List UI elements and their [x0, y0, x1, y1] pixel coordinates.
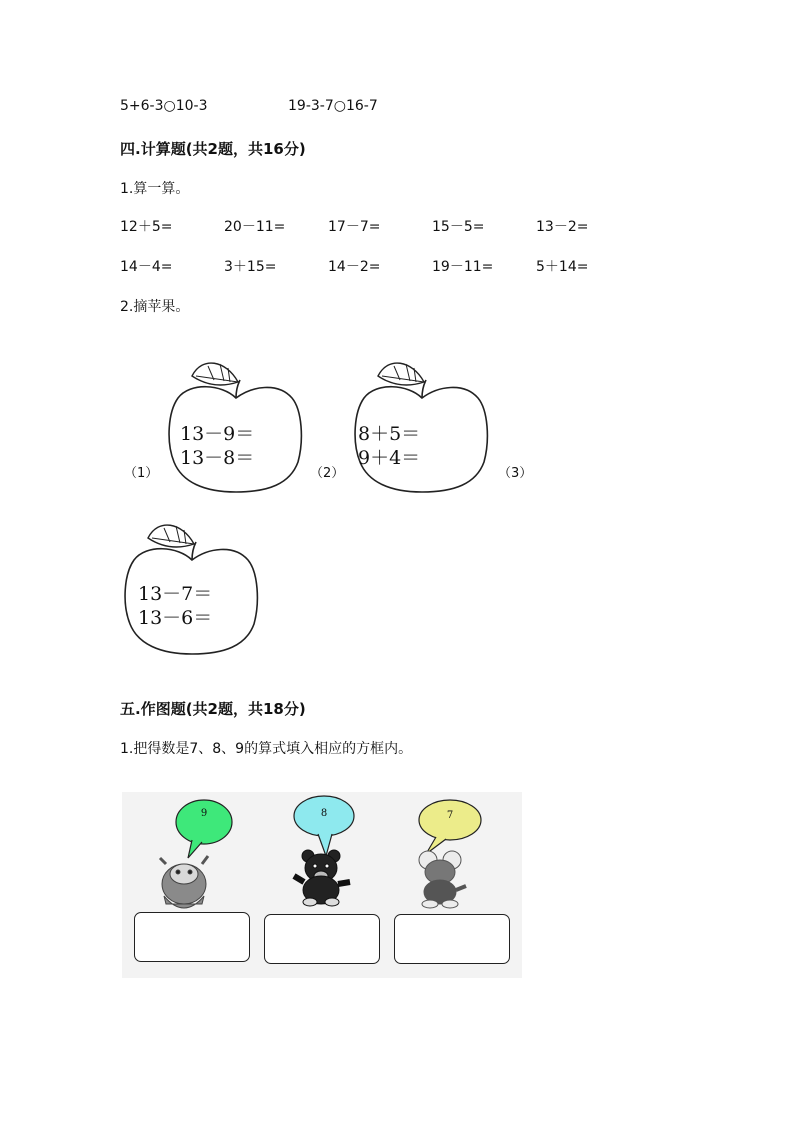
apple-picture	[122, 516, 262, 658]
apple-leaf	[378, 363, 424, 385]
apple-leaf	[192, 363, 238, 385]
calc-problem: 17－7=	[328, 219, 381, 235]
calc-problem: 20－11=	[224, 219, 286, 235]
speech-bubble	[294, 796, 354, 856]
calc-problem: 14－4=	[120, 259, 173, 275]
answer-box-9[interactable]	[134, 912, 250, 962]
bubble-shape-9	[176, 800, 232, 844]
apple-equation: 13－7＝	[138, 583, 213, 605]
section-5-title: 五.作图题(共2题，共18分)	[120, 700, 306, 718]
figure-panel	[122, 792, 522, 978]
calc-problem: 19－11=	[432, 259, 494, 275]
mouse-picture	[419, 851, 466, 908]
calc-problem: 14－2=	[328, 259, 381, 275]
bubble-number-7: 7	[446, 810, 454, 821]
apple-equation: 13－8＝	[180, 447, 255, 469]
apple-equation: 8＋5＝	[358, 423, 421, 445]
section-4-title: 四.计算题(共2题，共16分)	[120, 140, 306, 158]
calc-problem: 3＋15=	[224, 259, 277, 275]
apple-tag: （3）	[498, 466, 533, 481]
compare-item-2: 19-3-7○16-7	[288, 98, 378, 114]
bubble-number-9: 9	[200, 808, 208, 819]
bubble-number-8: 8	[320, 808, 328, 819]
apple-tag: （1）	[124, 466, 159, 481]
apple-equation: 9＋4＝	[358, 447, 421, 469]
answer-box-8[interactable]	[264, 914, 380, 964]
apple-picture	[166, 354, 306, 496]
apple-equation: 13－6＝	[138, 607, 213, 629]
monkey-picture	[160, 856, 208, 908]
calc-problem: 12＋5=	[120, 219, 173, 235]
question-2-label: 2.摘苹果。	[120, 299, 190, 315]
calc-problem: 13－2=	[536, 219, 589, 235]
question-1-label: 1.算一算。	[120, 181, 190, 197]
question-label: 1.把得数是7、8、9的算式填入相应的方框内。	[120, 741, 413, 757]
apple-leaf	[148, 525, 194, 547]
speech-bubble	[419, 800, 481, 854]
answer-box-7[interactable]	[394, 914, 510, 964]
calc-problem: 15－5=	[432, 219, 485, 235]
apple-tag: （2）	[310, 466, 345, 481]
bear-picture	[294, 850, 350, 906]
calc-problem: 5＋14=	[536, 259, 589, 275]
apple-picture	[352, 354, 492, 496]
apple-equation: 13－9＝	[180, 423, 255, 445]
compare-item-1: 5+6-3○10-3	[120, 98, 208, 114]
